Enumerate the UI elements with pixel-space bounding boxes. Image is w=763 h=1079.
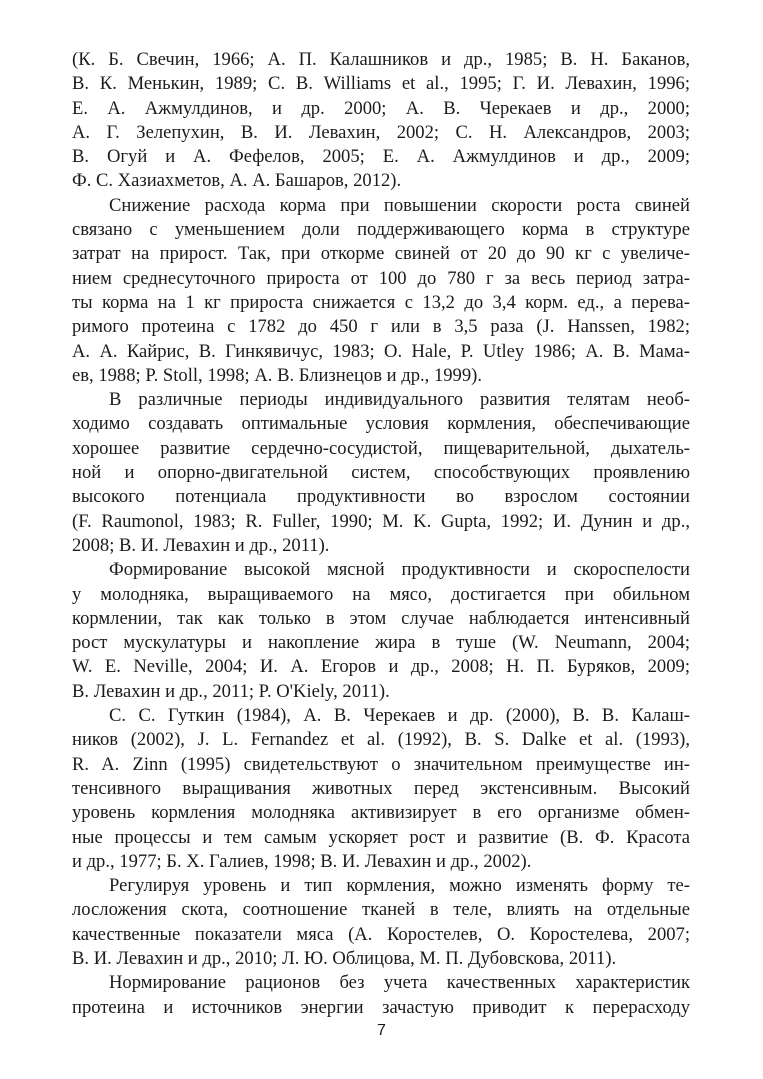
text-line: Формирование высокой мясной продуктивности и скороспелости bbox=[109, 559, 690, 581]
text-line: тенсивного выращивания животных перед экстенсивным. Высокий bbox=[72, 777, 690, 799]
text-line: протеина и источников энергии зачастую приводит к перерасходу bbox=[72, 996, 690, 1018]
text-line: Нормирование рационов без учета качественных характеристик bbox=[109, 972, 690, 994]
text-line: 2008; В. И. Левахин и др., 2011). bbox=[72, 534, 330, 556]
paragraph-intensive-rearing bbox=[72, 704, 690, 874]
text-line: (К. Б. Свечин, 1966; А. П. Калашников и др., 1985; В. Н. Баканов, bbox=[72, 49, 690, 70]
text-line: ев, 1988; P. Stoll, 1998; А. В. Близнецов и др., 1999). bbox=[72, 364, 482, 386]
text-line: W. E. Neville, 2004; И. А. Егоров и др., 2008; Н. П. Буряков, 2009; bbox=[72, 656, 690, 678]
paragraph-citations-continued bbox=[72, 48, 690, 194]
text-line: римого протеина с 1782 до 450 г или в 3,5 раза (J. Hanssen, 1982; bbox=[72, 316, 690, 338]
text-line: у молодняка, выращиваемого на мясо, достигается при обильном bbox=[72, 583, 690, 605]
text-line: связано с уменьшением доли поддерживающего корма в структуре bbox=[72, 219, 690, 241]
page-number: 7 bbox=[377, 1022, 386, 1039]
paragraph-meat-productivity bbox=[72, 558, 690, 704]
text-line: С. С. Гуткин (1984), А. В. Черекаев и др. (2000), В. В. Калаш- bbox=[109, 705, 690, 727]
text-line: А. А. Кайрис, В. Гинкявичус, 1983; O. Hale, P. Utley 1986; А. В. Мама- bbox=[72, 340, 690, 362]
text-line: В. Огуй и А. Фефелов, 2005; Е. А. Ажмулдинов и др., 2009; bbox=[72, 146, 690, 168]
text-line: ные процессы и тем самым ускоряет рост и развитие (В. Ф. Красота bbox=[72, 826, 690, 848]
text-line: R. A. Zinn (1995) свидетельствуют о значительном преимуществе ин- bbox=[72, 753, 690, 775]
text-line: затрат на прирост. Так, при откорме свиней от 20 до 90 кг с увеличе- bbox=[72, 243, 690, 265]
text-line: уровень кормления молодняка активизирует в его организме обмен- bbox=[72, 802, 690, 824]
text-line: ходимо создавать оптимальные условия кормления, обеспечивающие bbox=[72, 413, 690, 435]
text-line: хорошее развитие сердечно-сосудистой, пищеварительной, дыхатель- bbox=[72, 437, 690, 459]
text-line: Ф. С. Хазиахметов, А. А. Башаров, 2012). bbox=[72, 170, 402, 192]
text-line: и др., 1977; Б. Х. Галиев, 1998; В. И. Левахин и др., 2002). bbox=[72, 850, 532, 872]
paragraph-ration-normalization bbox=[72, 971, 690, 1020]
text-line: рост мускулатуры и накопление жира в туше (W. Neumann, 2004; bbox=[72, 632, 690, 654]
text-line: кормлении, так как только в этом случае наблюдается интенсивный bbox=[72, 607, 690, 629]
paragraph-feeding-regulation bbox=[72, 874, 690, 971]
text-line: Снижение расхода корма при повышении скорости роста свиней bbox=[109, 194, 690, 216]
text-line: В. Левахин и др., 2011; P. O'Kiely, 2011). bbox=[72, 680, 390, 702]
text-line: А. Г. Зелепухин, В. И. Левахин, 2002; С. Н. Александров, 2003; bbox=[72, 121, 690, 143]
document-page bbox=[72, 48, 690, 1020]
paragraph-feed-consumption-pigs bbox=[72, 194, 690, 388]
text-line: В. И. Левахин и др., 2010; Л. Ю. Облицова, М. П. Дубовскова, 2011). bbox=[72, 947, 617, 969]
text-line: В различные периоды индивидуального развития телятам необ- bbox=[109, 389, 690, 411]
text-line: ников (2002), J. L. Fernandez et al. (1992), B. S. Dalke et al. (1993), bbox=[72, 729, 690, 751]
text-line: (F. Raumonol, 1983; R. Fuller, 1990; M. K. Gupta, 1992; И. Дунин и др., bbox=[72, 510, 690, 532]
text-line: лосложения скота, соотношение тканей в теле, влиять на отдельные bbox=[72, 899, 690, 921]
text-line: нием среднесуточного прироста от 100 до 780 г за весь период затра- bbox=[72, 267, 690, 289]
text-line: В. К. Менькин, 1989; С. В. Williams et al., 1995; Г. И. Левахин, 1996; bbox=[72, 73, 690, 95]
text-line: ной и опорно-двигательной систем, способствующих проявлению bbox=[72, 462, 690, 484]
text-line: Регулируя уровень и тип кормления, можно изменять форму те- bbox=[109, 875, 690, 897]
text-line: Е. А. Ажмулдинов, и др. 2000; А. В. Черекаев и др., 2000; bbox=[72, 97, 690, 119]
text-line: ты корма на 1 кг прироста снижается с 13,2 до 3,4 корм. ед., а перева- bbox=[72, 291, 690, 313]
paragraph-calf-development bbox=[72, 388, 690, 558]
text-line: качественные показатели мяса (А. Коростелев, О. Коростелева, 2007; bbox=[72, 923, 690, 945]
text-line: высокого потенциала продуктивности во взрослом состоянии bbox=[72, 486, 690, 508]
